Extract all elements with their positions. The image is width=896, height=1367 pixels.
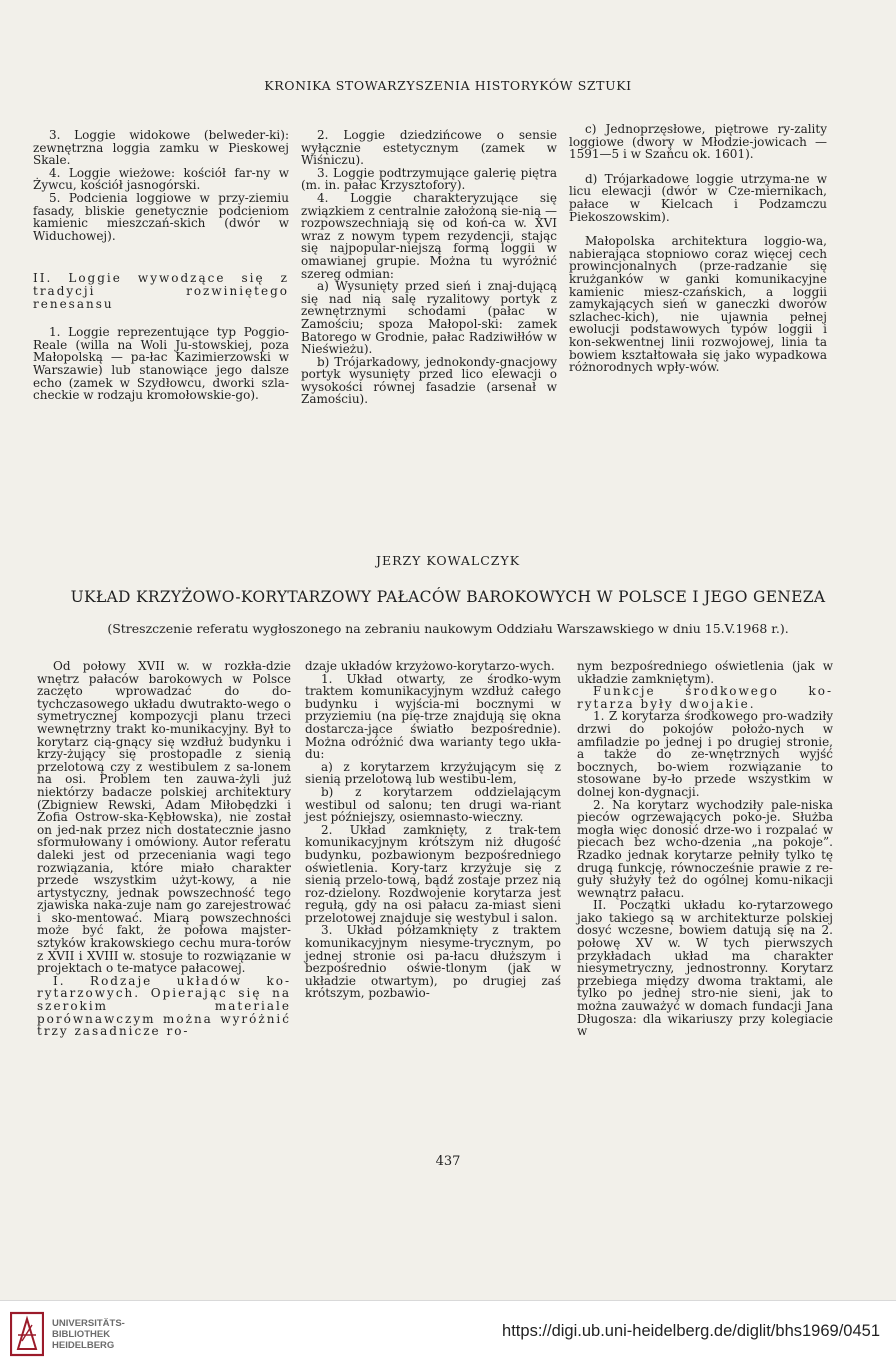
main-column-1 — [37, 660, 291, 1038]
paragraph: 2. Układ zamknięty, z trak-tem komunikacyjnym krótszym niż długość budynku, pozbawionym bezpośredniego oświetlenia. Kory-tarz krzyżuje się z sienią przelo-tową, bądź zostaje przez nią roz-dzielony. Rozdwojenie korytarza jest regułą, gdy na osi pałacu za-miast sieni przelotowej znajduje się westybul i salon. — [305, 822, 561, 925]
paragraph: 1. Z korytarza środkowego pro-wadziły drzwi do pokojów położo-nych w amfiladzie po jednej i po drugiej stronie, a także do ze-wnętrznych wyjść bocznych, bo-wiem rozwiązanie to stosowane by-ło przede wszystkim w dolnej kon-dygnacji. — [577, 709, 833, 799]
paragraph: 1. Loggie reprezentujące typ Poggio-Reale (willa na Woli Ju-stowskiej, poza Małopolską — pa-łac Kazimierzowski w Warszawie) lub stanowiące jego dalsze echo (zamek w Szydłowcu, dworki szla-checkie w rodzaju kromołowskie-go). — [33, 325, 289, 403]
running-head: KRONIKA STOWARZYSZENIA HISTORYKÓW SZTUKI — [264, 78, 632, 93]
library-name-line: BIBLIOTHEK — [52, 1329, 111, 1340]
paragraph: I. Rodzaje układów ko-rytarzowych. Opierając się na szerokim materiale porównawczym można wyróżnić trzy zasadnicze ro- — [37, 973, 291, 1039]
paragraph: 2. Na korytarz wychodziły pale-niska pieców ogrzewających poko-je. Służba mogła więc donosić drze-wo i rozpalać w piecach bez wcho-dzenia „na pokoje”. Rzadko jednak korytarze pełniły tylko tę drugą funkcję, równocześnie prawie z re-guły służyły też do ogólnej komu-nikacji wewnątrz pałacu. — [577, 797, 833, 900]
paragraph: 3. Loggie podtrzymujące galerię piętra (m. in. pałac Krzysztofory). — [301, 165, 557, 193]
main-column-3 — [577, 660, 833, 1038]
paragraph: 2. Loggie dziedzińcowe o sensie wyłącznie estetycznym (zamek w Wiśniczu). — [301, 128, 557, 168]
paragraph: a) Wysunięty przed sień i znaj-dującą się nad nią salę ryzalitowy portyk z zewnętrznymi schodami (pałac w Zamościu; spoza Małopol-ski: zamek Batorego w Grodnie, pałac Radziwiłłów w Nieświeżu). — [301, 279, 557, 357]
paragraph: Małopolska architektura loggio-wa, nabierająca stopniowo coraz więcej cech prowincjonalnych (prze-radzanie się krużganków w ganki komunikacyjne kamienic miesz-czańskich, a loggii zamykających sień w ganeczki dworów szlachec-kich), nie ujawnia pełnej ewolucji podstawowych typów loggii i kon-sekwentnej linii rozwojowej, linia ta bowiem kształtowała się jako wypadkowa różnorodnych wpły-wów. — [569, 234, 827, 375]
university-library-logo-icon — [10, 1311, 44, 1357]
top-column-3 — [569, 123, 827, 374]
top-column-2 — [301, 129, 557, 406]
paragraph: Funkcje środkowego ko-rytarza były dwojakie. — [577, 684, 833, 711]
paragraph: 3. Loggie widokowe (belweder-ki): zewnętrzna loggia zamku w Pieskowej Skale. — [33, 128, 289, 168]
paragraph: a) z korytarzem krzyżującym się z sienią przelotową lub westibu-lem, — [305, 759, 561, 787]
paragraph: 4. Loggie wieżowe: kościół far-ny w Żywcu, kościół jasnogórski. — [33, 165, 289, 193]
article-subtitle: (Streszczenie referatu wygłoszonego na zebraniu naukowym Oddziału Warszawskiego w dniu 15.V.1968 r.). — [107, 621, 789, 636]
top-column-1 — [33, 129, 289, 402]
article-author: JERZY KOWALCZYK — [375, 553, 521, 568]
library-name-line: HEIDELBERG — [52, 1340, 115, 1351]
paragraph: nym bezpośredniego oświetlenia (jak w układzie zamkniętym). — [577, 659, 833, 686]
paragraph: 1. Układ otwarty, ze środko-wym traktem komunikacyjnym wzdłuż całego budynku i wyjścia-mi bocznymi w przyziemiu (na pię-trze znajdują się okna dostarcza-jące światło bezpośrednie). Można odróżnić dwa warianty tego ukła-du: — [305, 671, 561, 762]
paragraph: c) Jednoprzęsłowe, piętrowe ry-zality loggiowe (dwory w Młodzie-jowicach — 1591—5 i w Szańcu ok. 1601). — [569, 122, 827, 162]
page-number: 437 — [435, 1154, 461, 1169]
library-footer — [0, 1300, 896, 1367]
paragraph: d) Trójarkadowe loggie utrzyma-ne w licu elewacji (dwór w Cze-miernikach, pałace w Kielcach i Podzamczu Piekoszowskim). — [569, 171, 827, 224]
paragraph: II. Początki układu ko-rytarzowego jako takiego są w architekturze polskiej dosyć wczesne, bowiem datują się na 2. połowę XV w. W tych pierwszych przykładach układ ma charakter niesymetryczny, jednostronny. Korytarz przebiega między dwoma traktami, ale tylko po jednej stro-nie sieni, jak to można zauważyć w domach fundacji Jana Długosza: dla wikariuszy przy kolegiacie w — [577, 898, 833, 1039]
paragraph: b) Trójarkadowy, jednokondy-gnacjowy portyk wysunięty przed lico elewacji o wysokości równej fasadzie (arsenał w Zamościu). — [301, 354, 557, 407]
paragraph: dzaje układów krzyżowo-korytarzo-wych. — [305, 659, 555, 673]
main-column-2 — [305, 660, 561, 1000]
paragraph: b) z korytarzem oddzielającym westibul od salonu; ten drugi wa-riant jest późniejszy, osiemnasto-wieczny. — [305, 784, 561, 825]
paragraph: Od połowy XVII w. w rozkła-dzie wnętrz pałaców barokowych w Polsce zaczęto wprowadzać do do-tychczasowego układu dwutrakto-wego o symetrycznej kompozycji planu trzeci wewnętrzny trakt ko-munikacyjny. Był to korytarz cią-gnący się wzdłuż budynku i krzy-żujący się prostopadle z sienią przelotową czy z westibulem z sa-lonem na osi. Problem ten zauwa-żyli już niektórzy badacze polskiej architektury (Zbigniew Rewski, Adam Miłobędzki i Zofia Ostrow-ska-Kębłowska), nie został on jed-nak przez nich dostatecznie jasno sformułowany i omówiony. Autor referatu daleki jest od przeceniania wagi tego rozwiązania, które miało charakter przede wszystkim użyt-kowy, a nie artystyczny, jednak powszechność tego zjawiska naka-zuje nam go zarejestrować i sko-mentować. Miarą powszechności może być fakt, że połowa majster-sztyków krakowskiego cechu mura-torów z XVII i XVIII w. stosuje to rozwiązanie w projektach o te-matyce pałacowej. — [37, 659, 291, 976]
permalink-url[interactable]: https://digi.ub.uni-heidelberg.de/diglit/bhs1969/0451 — [502, 1322, 880, 1340]
article-title: UKŁAD KRZYŻOWO-KORYTARZOWY PAŁACÓW BAROKOWYCH W POLSCE I JEGO GENEZA — [70, 588, 826, 606]
paragraph: 5. Podcienia loggiowe w przy-ziemiu fasady, bliskie genetycznie podcieniom kamienic mieszczań-skich (dwór w Widuchowej). — [33, 190, 289, 243]
library-name — [52, 1318, 125, 1351]
paragraph: 3. Układ półzamknięty z traktem komunikacyjnym niesyme-trycznym, po jednej stronie osi pa-łacu dłuższym i bezpośrednio oświe-tlonym (jak w układzie otwartym), po drugiej zaś krótszym, pozbawio- — [305, 923, 561, 1001]
library-name-line: UNIVERSITÄTS- — [52, 1318, 125, 1329]
section-heading: II. Loggie wywodzące się z tradycji rozwiniętego renesansu — [33, 271, 289, 311]
paragraph: 4. Loggie charakteryzujące się związkiem z centralnie założoną sie-nią — rozpowszechniają się od koń-ca w. XVI wraz z nowym typem rezydencji, stając się najpopular-niejszą formą loggii w omawianej grupie. Można tu wyróżnić szereg odmian: — [301, 190, 557, 281]
